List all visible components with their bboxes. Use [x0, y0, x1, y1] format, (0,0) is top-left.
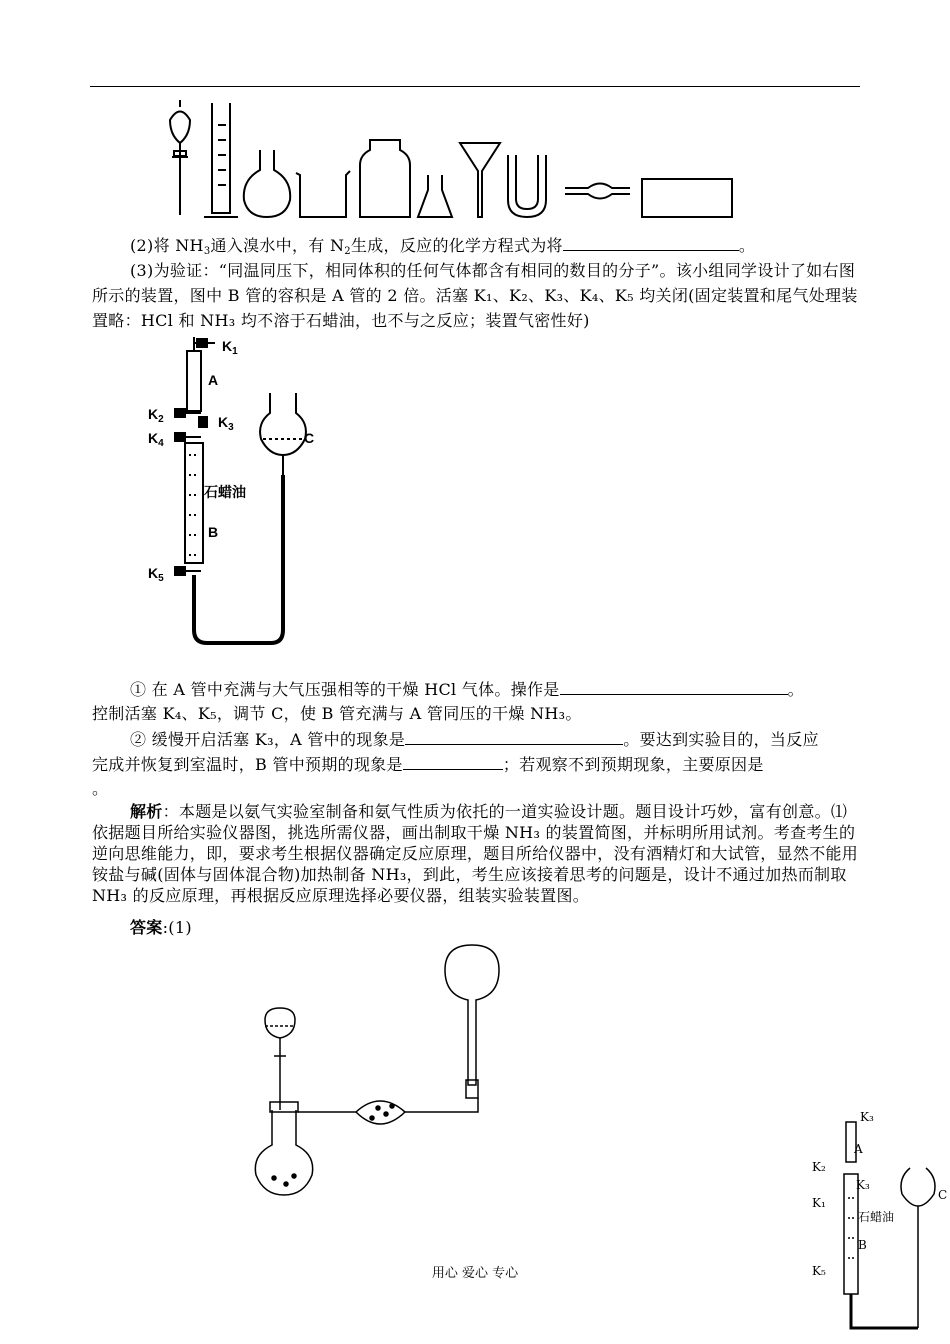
label-a: A — [208, 372, 219, 388]
beaker-icon — [296, 171, 350, 217]
conical-flask-icon — [418, 175, 452, 217]
operation-blank[interactable] — [560, 676, 788, 695]
wide-bottle-icon — [360, 140, 410, 217]
small-label-k5: K₅ — [812, 1264, 826, 1278]
small-label-a: A — [854, 1142, 863, 1156]
sep-funnel-icon — [265, 1008, 295, 1110]
answer: 答案:(1) — [130, 918, 192, 937]
label-k4: $K_4$ — [148, 430, 164, 449]
apparatus-row — [160, 95, 740, 225]
valve-k5-icon — [175, 567, 201, 575]
phenomenon-b-blank[interactable] — [403, 751, 503, 770]
small-apparatus-diagram — [818, 1108, 948, 1344]
small-label-k4: K₁ — [812, 1196, 826, 1210]
question-2: (2)将 $NH_3$通入溴水中，有 $N_2$生成，反应的化学方程式为将 。 — [92, 232, 862, 264]
question-3: (3)为验证：“同温同压下，相同体积的任何气体都含有相同的数目的分子”。该小组同学设计了如右图所示的装置，图中 B 管的容积是 A 管的 2 倍。活塞 K₁、K₂、K₃、K₄、K₅ 均关闭(固定装置和尾气处理装置略：HCl 和 NH₃ 均不溶于石蜡油，也不与之反应；装置气密性好) — [92, 261, 858, 330]
drying-tube-icon — [565, 184, 630, 199]
valve-k1-icon — [197, 339, 207, 347]
label-oil: 石蜡油 — [204, 484, 246, 500]
bulb-c — [260, 393, 306, 475]
trough-icon — [642, 179, 732, 217]
step-2: ② 缓慢开启活塞 K₃，A 管中的现象是 。要达到实验目的，当反应 — [92, 726, 862, 752]
round-flask-icon — [244, 150, 290, 217]
step-2-line3: 。 — [92, 779, 109, 798]
drying-tube-icon — [298, 1098, 478, 1124]
page-footer: 用心 爱心 专心 — [431, 1266, 519, 1281]
step-2-line2: 完成并恢复到室温时，B 管中预期的现象是 ；若观察不到预期现象，主要原因是 — [92, 751, 862, 777]
label-c: C — [304, 430, 315, 446]
analysis: 解析：本题是以氨气实验室制备和氨气性质为依托的一道实验设计题。题目设计巧妙，富有创意。⑴依据题目所给实验仪器图，挑选所需仪器，画出制取干燥 NH₃ 的装置简图，并标明所用试剂。考查考生的逆向思维能力，即，要求考生根据仪器确定反应原理，题目所给仪器中，没有酒精灯和大试管，显然不能用铵盐与碱(固体与固体混合物)加热制备 NH₃，到此，考生应该接着思考的问题是，设计不通过加热而制取 NH₃ 的反应原理，再根据反应原理选择必要仪器，组装实验装置图。 — [92, 802, 859, 905]
small-label-b: B — [858, 1238, 867, 1252]
label-k3: $K_3$ — [218, 414, 234, 433]
receiving-flask-icon — [445, 945, 499, 1098]
label-k5: $K_5$ — [148, 565, 164, 584]
label-k2: $K_2$ — [148, 406, 164, 425]
small-label-c: C — [938, 1188, 948, 1202]
tube-b — [185, 443, 203, 563]
header-rule — [90, 86, 860, 87]
small-label-k3: K₃ — [860, 1110, 874, 1124]
valve-k4-icon — [175, 433, 201, 441]
step-1-line2: 控制活塞 K₄、K₅，调节 C，使 B 管充满与 A 管同压的干燥 NH₃。 — [92, 704, 582, 723]
generating-flask-icon — [255, 1102, 312, 1195]
small-label-k3b: K₃ — [856, 1178, 870, 1192]
small-label-k2: K₂ — [812, 1160, 826, 1174]
small-label-oil: 石蜡油 — [858, 1210, 895, 1224]
graduated-cylinder-icon — [204, 103, 238, 217]
phenomenon-a-blank[interactable] — [405, 726, 623, 745]
label-k1: $K_1$ — [222, 338, 238, 357]
equation-blank[interactable] — [563, 232, 739, 251]
u-tube-icon — [508, 155, 546, 217]
funnel-icon — [460, 143, 500, 217]
step-1: ① 在 A 管中充满与大气压强相等的干燥 HCl 气体。操作是 。 — [92, 676, 862, 702]
separatory-funnel-icon — [170, 100, 190, 215]
valve-k3-icon — [199, 417, 207, 427]
label-b: B — [208, 524, 219, 540]
answer-apparatus-diagram — [250, 940, 520, 1200]
